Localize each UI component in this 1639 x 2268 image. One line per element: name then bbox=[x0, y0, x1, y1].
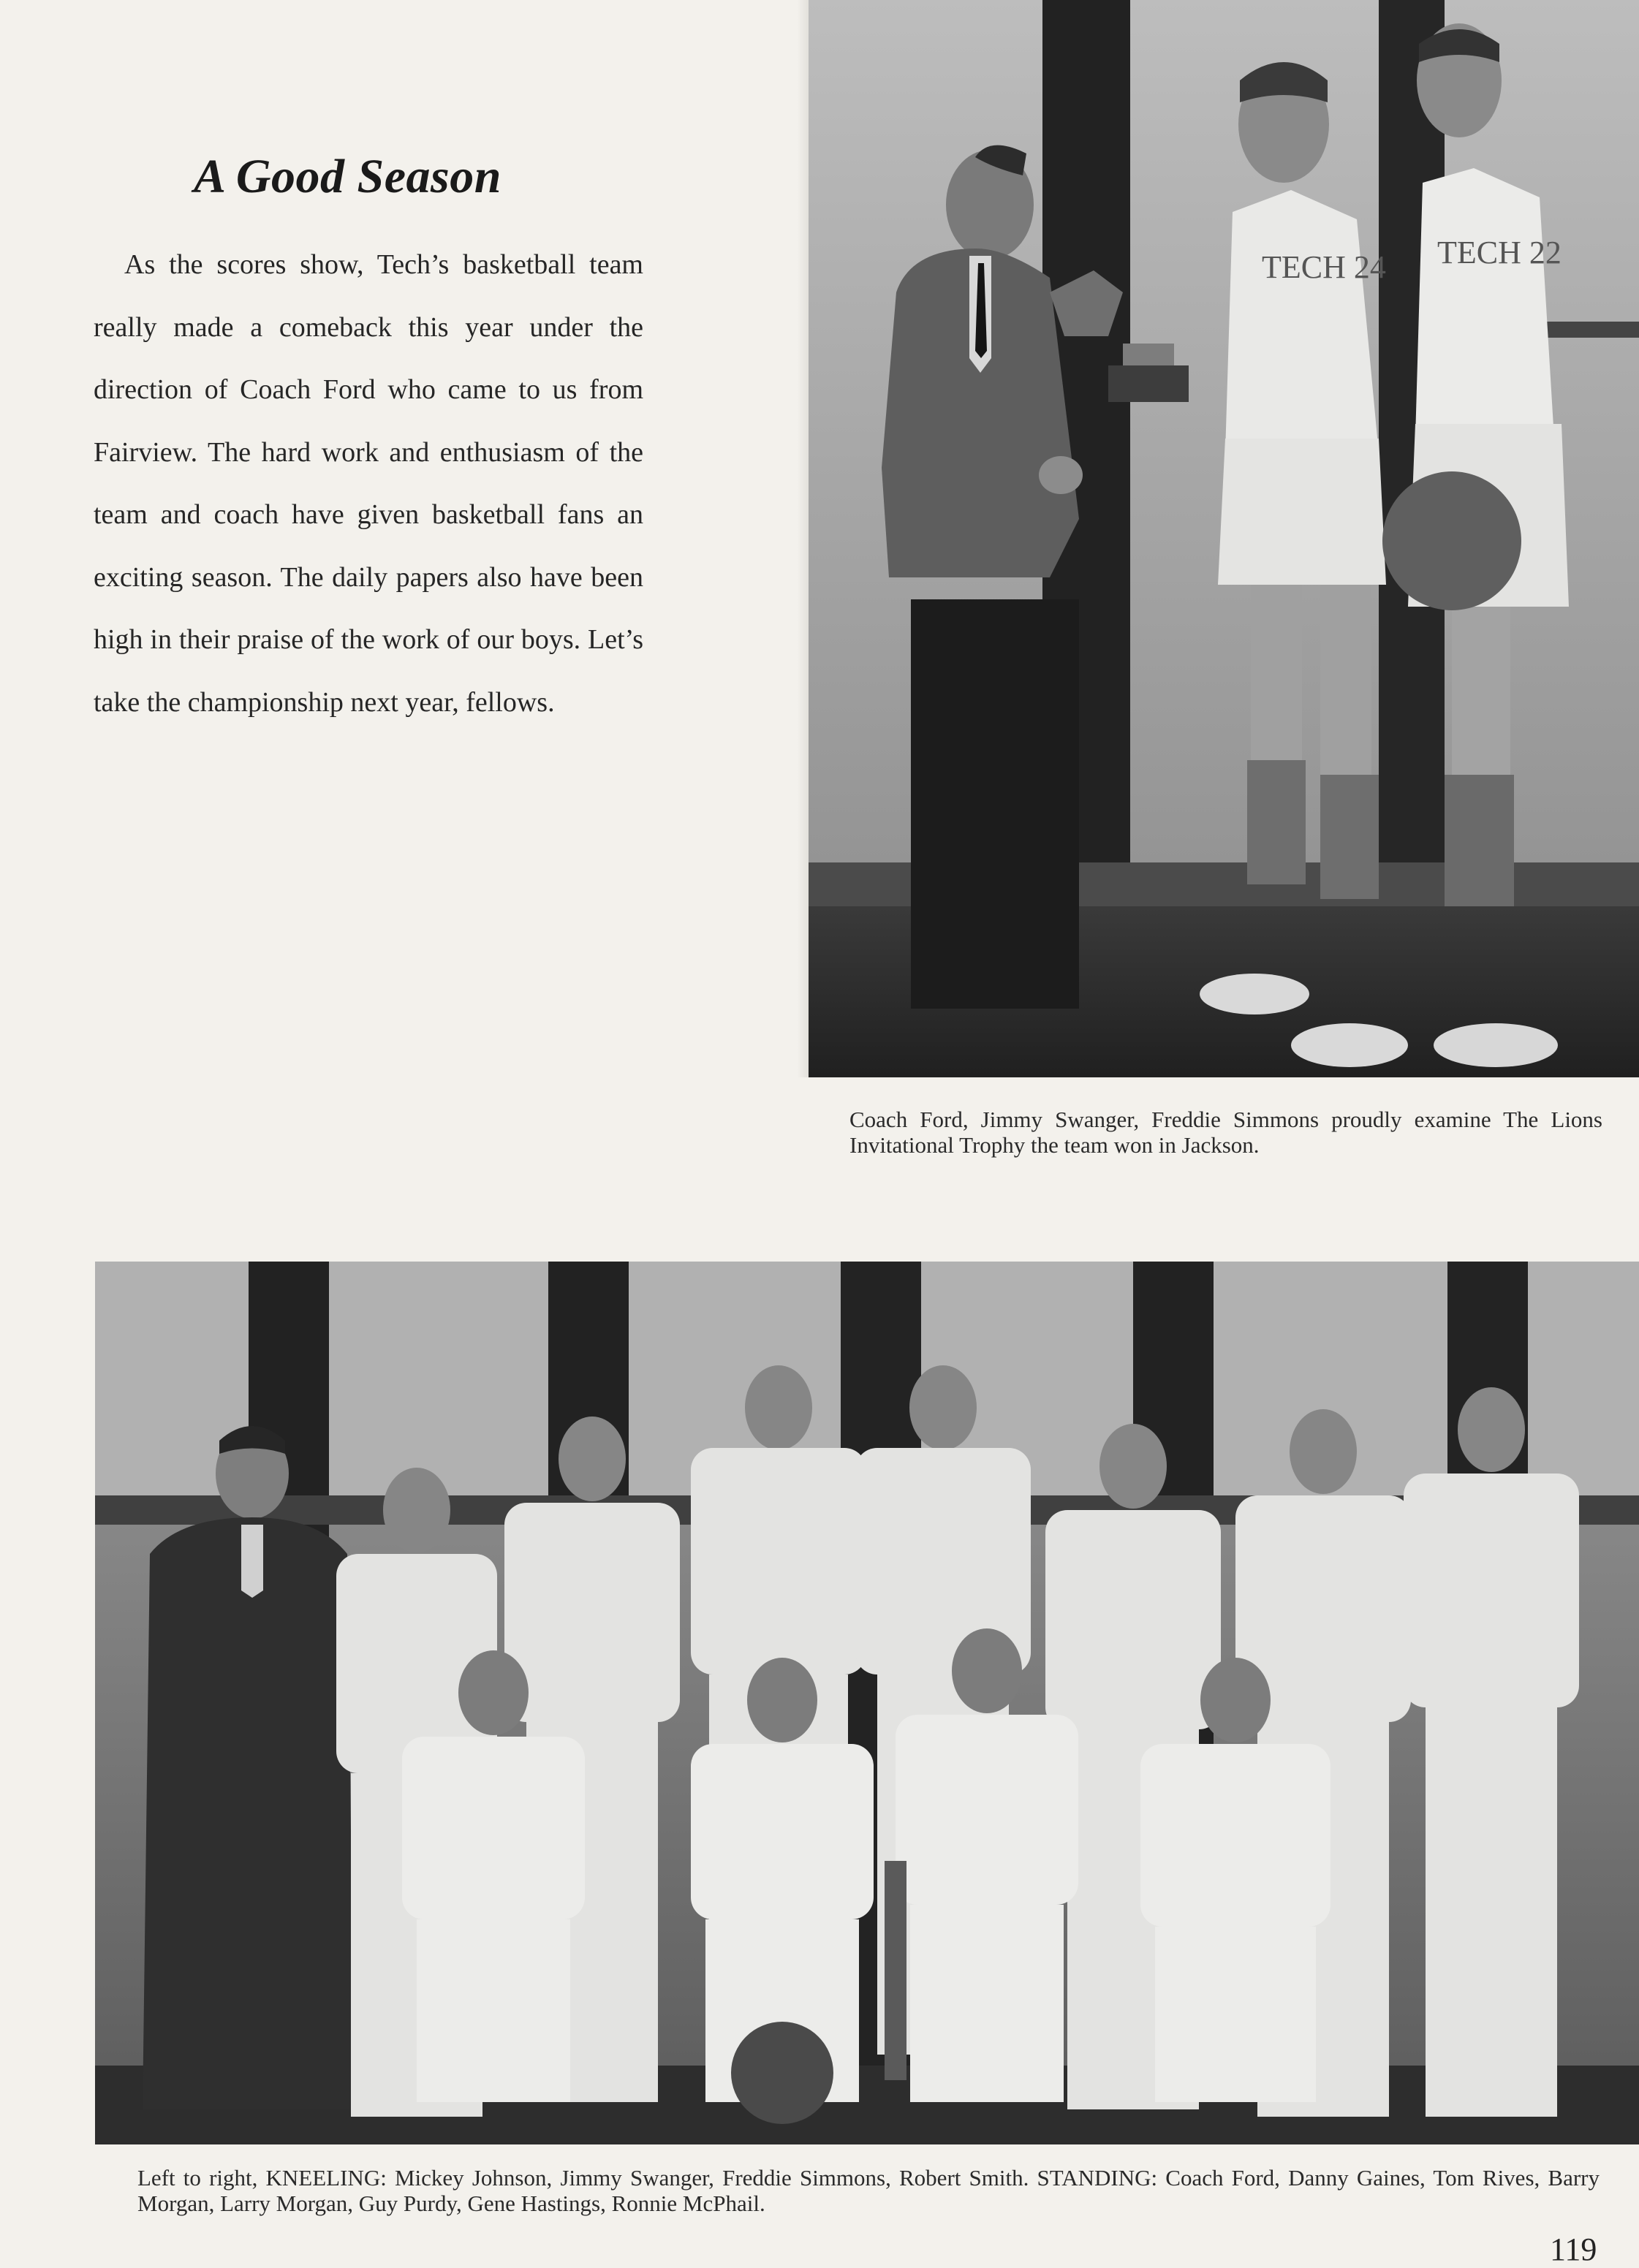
page-number: 119 bbox=[1550, 2231, 1597, 2267]
jersey-24-label: TECH 24 bbox=[1262, 249, 1386, 285]
trophy-photo-caption: Coach Ford, Jimmy Swanger, Freddie Simmons proudly examine The Lions Invitational Trophy the team won in Jackson. bbox=[849, 1107, 1602, 1158]
standing-player bbox=[1404, 1387, 1579, 2117]
team-photo bbox=[95, 1262, 1639, 2144]
team-photo-image bbox=[95, 1262, 1639, 2144]
team-trophy bbox=[885, 1861, 906, 2080]
jersey-22-label: TECH 22 bbox=[1437, 235, 1562, 270]
trophy-photo-image bbox=[809, 0, 1639, 1077]
article-paragraph: As the scores show, Tech’s basketball team really made a comeback this year under the direction of Coach Ford who came to us from Fairview. The hard work and enthusiasm of the team and coach have given basketball fans an exciting season. The daily papers also have been high in their praise of the work of our boys. Let’s take the championship next year, fellows. bbox=[94, 249, 643, 718]
team-photo-caption: Left to right, KNEELING: Mickey Johnson, Jimmy Swanger, Freddie Simmons, Robert Smith. STANDING: Coach Ford, Danny Gaines, Tom Rives, Barry Morgan, Larry Morgan, Guy Purdy, Gene Hastings, Ronnie McPhail. bbox=[137, 2165, 1600, 2216]
page-title: A Good Season bbox=[194, 150, 501, 204]
article-body bbox=[94, 234, 643, 734]
trophy-photo bbox=[809, 0, 1639, 1077]
